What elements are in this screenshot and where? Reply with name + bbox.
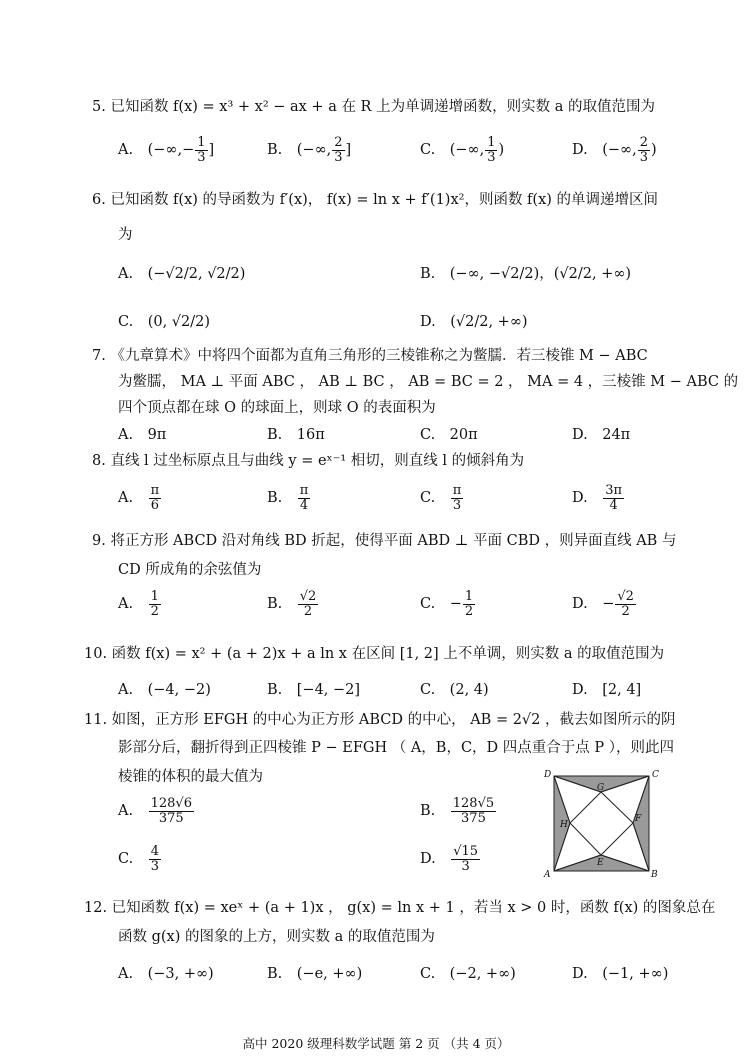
q6-option-b[interactable]: B. (−∞, −√2/2)，(√2/2, +∞) [420, 266, 632, 282]
question-6-stem-cont: 为 [118, 227, 133, 243]
question-7-stem-cont: 为鳖臑， MA ⊥ 平面 ABC ， AB ⊥ BC ， AB = BC = 2 ， MA = 4 ，三棱锥 M − ABC 的 [118, 374, 739, 390]
label-e: E [597, 858, 604, 868]
q6-option-a[interactable]: A. (−√2/2, √2/2) [118, 266, 246, 282]
q11-option-d[interactable]: D. $\frac{√15}{3}$ [420, 844, 479, 874]
question-5-stem: 5. 已知函数 f(x) = x³ + x² − ax + a 在 R 上为单调递增函数，则实数 a 的取值范围为 [92, 99, 655, 115]
label-b: B [651, 870, 658, 880]
q10-option-d[interactable]: D. [2, 4] [572, 682, 642, 698]
label-f: F [635, 814, 642, 824]
q7-option-a[interactable]: A. 9π [118, 427, 167, 443]
q11-option-b[interactable]: B. $\frac{128√5}{375}$ [420, 796, 495, 826]
question-11-stem-cont: 棱锥的体积的最大值为 [118, 769, 263, 785]
q12-option-a[interactable]: A. (−3, +∞) [118, 966, 214, 982]
question-12-stem-cont: 函数 g(x) 的图象的上方，则实数 a 的取值范围为 [118, 929, 435, 945]
question-11-stem-cont: 影部分后，翻折得到正四棱锥 P − EFGH （ A，B，C，D 四点重合于点 P ），则此四 [118, 740, 675, 756]
square-fold-figure [538, 768, 663, 880]
q8-option-c[interactable]: C. $\frac{\pi}{3}$ [420, 483, 462, 513]
q7-option-b[interactable]: B. 16π [267, 427, 325, 443]
question-6-stem: 6. 已知函数 f(x) 的导函数为 f′(x)， f(x) = ln x + f′(1)x²，则函数 f(x) 的单调递增区间 [92, 192, 659, 208]
q5-option-b[interactable]: B. (−∞, $\frac{2}{3}$ ] [267, 135, 352, 165]
label-h: H [560, 820, 568, 830]
question-9-stem-cont: CD 所成角的余弦值为 [118, 562, 262, 578]
q5-option-c[interactable]: C. (−∞, $\frac{1}{3}$ ) [420, 135, 505, 165]
q9-option-c[interactable]: C. − $\frac{1}{2}$ [420, 589, 474, 619]
question-12-stem: 12. 已知函数 f(x) = xeˣ + (a + 1)x ， g(x) = ln x + 1 ，若当 x > 0 时，函数 f(x) 的图象总在 [84, 900, 716, 916]
q8-option-b[interactable]: B. $\frac{\pi}{4}$ [267, 483, 309, 513]
q7-option-c[interactable]: C. 20π [420, 427, 478, 443]
label-d: D [544, 770, 552, 780]
q10-option-b[interactable]: B. [−4, −2] [267, 682, 361, 698]
label-a: A [544, 870, 551, 880]
q7-option-d[interactable]: D. 24π [572, 427, 631, 443]
question-7-stem-cont: 四个顶点都在球 O 的球面上，则球 O 的表面积为 [118, 400, 436, 416]
q12-option-d[interactable]: D. (−1, +∞) [572, 966, 669, 982]
q11-option-c[interactable]: C. $\frac{4}{3}$ [118, 844, 159, 874]
q6-option-d[interactable]: D. (√2/2, +∞) [420, 314, 528, 330]
q12-option-b[interactable]: B. (−e, +∞) [267, 966, 363, 982]
question-7-stem: 7. 《九章算术》中将四个面都为直角三角形的三棱锥称之为鳖臑．若三棱锥 M − ABC [92, 348, 648, 364]
square-efgh [570, 792, 633, 855]
q9-option-a[interactable]: A. $\frac{1}{2}$ [118, 589, 159, 619]
q9-option-d[interactable]: D. − $\frac{√2}{2}$ [572, 589, 634, 619]
q11-option-a[interactable]: A. $\frac{128√6}{375}$ [118, 796, 192, 826]
question-number: 5. [92, 99, 106, 115]
page-footer: 高中 2020 级理科数学试题 第 2 页 （共 4 页） [242, 1036, 510, 1051]
q12-option-c[interactable]: C. (−2, +∞) [420, 966, 516, 982]
q9-option-b[interactable]: B. $\frac{√2}{2}$ [267, 589, 317, 619]
q10-option-c[interactable]: C. (2, 4) [420, 682, 489, 698]
label-g: G [597, 783, 605, 793]
question-10-stem: 10. 函数 f(x) = x² + (a + 2)x + a ln x 在区间 [1, 2] 上不单调，则实数 a 的取值范围为 [84, 646, 665, 662]
q8-option-d[interactable]: D. $\frac{3\pi}{4}$ [572, 483, 623, 513]
q5-option-d[interactable]: D. (−∞, $\frac{2}{3}$ ) [572, 135, 657, 165]
q10-option-a[interactable]: A. (−4, −2) [118, 682, 211, 698]
question-11-stem: 11. 如图，正方形 EFGH 的中心为正方形 ABCD 的中心， AB = 2√2 ，截去如图所示的阴 [84, 712, 676, 728]
q8-option-a[interactable]: A. $\frac{\pi}{6}$ [118, 483, 160, 513]
label-c: C [652, 770, 659, 780]
q6-option-c[interactable]: C. (0, √2/2) [118, 314, 211, 330]
q5-option-a[interactable]: A. (−∞,− $\frac{1}{3}$ ] [118, 135, 215, 165]
question-9-stem: 9. 将正方形 ABCD 沿对角线 BD 折起，使得平面 ABD ⊥ 平面 CBD ，则异面直线 AB 与 [92, 533, 677, 549]
question-8-stem: 8. 直线 l 过坐标原点且与曲线 y = eˣ⁻¹ 相切，则直线 l 的倾斜角为 [92, 453, 525, 469]
